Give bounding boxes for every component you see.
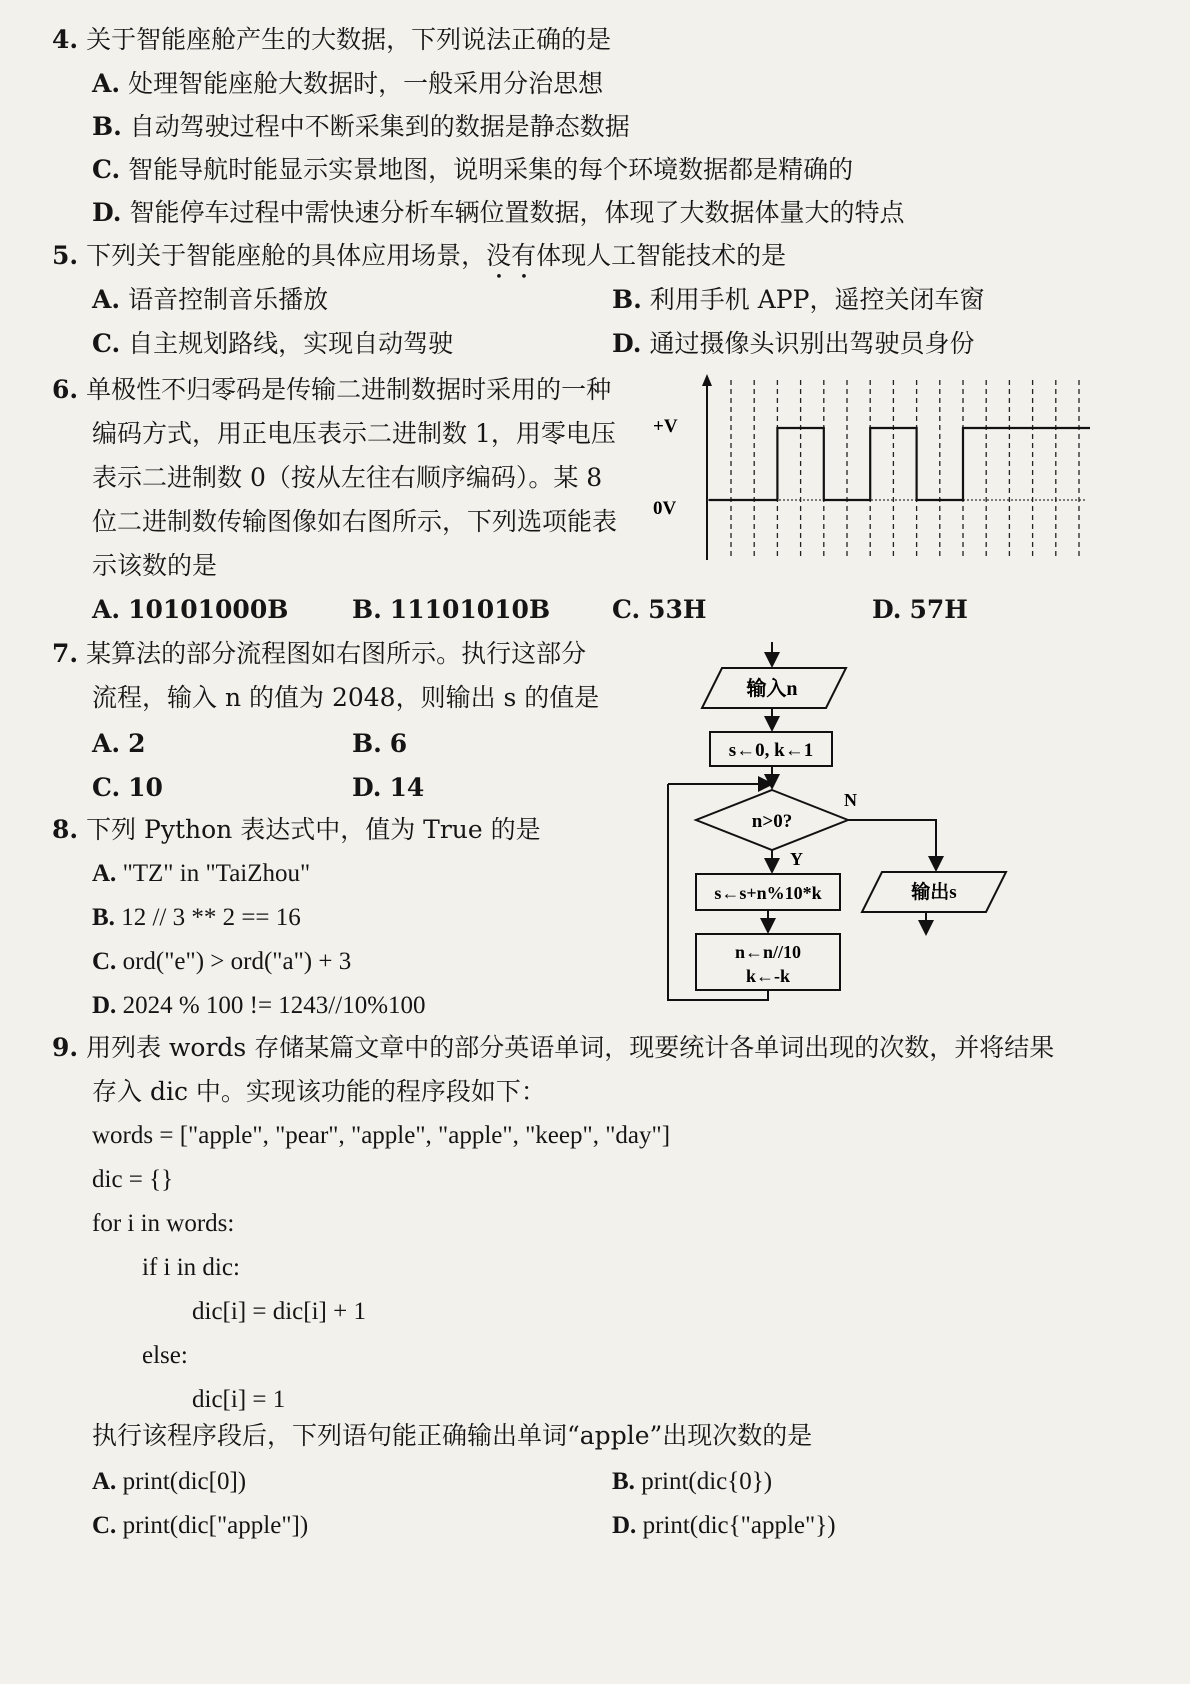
question-number: 5. — [52, 241, 79, 270]
zero-voltage-label: 0V — [653, 498, 677, 519]
q6-option-b — [352, 594, 550, 626]
q5-option-b — [612, 284, 984, 316]
option-label: B. — [352, 595, 382, 624]
option-label: B. — [92, 112, 122, 141]
update-label-1: n←n//10 — [734, 942, 802, 962]
q4-option-c — [92, 154, 853, 186]
option-label: C. — [92, 155, 121, 184]
option-label: B. — [92, 904, 115, 931]
question-text: 单极性不归零码是传输二进制数据时采用的一种 — [86, 375, 612, 404]
q4-option-a — [92, 68, 603, 100]
q8-option-b — [92, 902, 301, 934]
code-line: dic[i] = 1 — [192, 1386, 286, 1413]
question-9-line: 执行该程序段后，下列语句能正确输出单词“apple”出现次数的是 — [92, 1421, 813, 1450]
option-label: D. — [612, 1512, 637, 1539]
option-text: 2 — [128, 729, 146, 758]
question-6-line: 编码方式，用正电压表示二进制数 1，用零电压 — [92, 419, 616, 448]
nrz-waveform-figure — [645, 372, 1090, 564]
option-label: D. — [92, 198, 122, 227]
question-text: 用列表 words 存储某篇文章中的部分英语单词，现要统计各单词出现的次数，并将结果 — [86, 1033, 1055, 1062]
update-label-2: k←-k — [745, 966, 791, 986]
option-label: A. — [92, 860, 117, 887]
q5-option-d — [612, 328, 974, 360]
option-text: 10101000B — [128, 595, 289, 624]
question-number: 6. — [52, 375, 79, 404]
option-text: "TZ" in "TaiZhou" — [122, 860, 311, 887]
option-label: D. — [872, 595, 902, 624]
option-text: 智能停车过程中需快速分析车辆位置数据，体现了大数据体量大的特点 — [129, 198, 905, 227]
q4-option-d — [92, 197, 904, 229]
question-text: 某算法的部分流程图如右图所示。执行这部分 — [86, 639, 587, 668]
option-label: A. — [92, 69, 121, 98]
question-6-line: 位二进制数传输图像如右图所示，下列选项能表 — [92, 507, 618, 536]
option-label: D. — [612, 329, 642, 358]
y-axis-arrow — [702, 374, 712, 386]
q7-option-d — [352, 772, 424, 804]
option-label: D. — [352, 773, 382, 802]
emphasis-text: 没有 — [486, 241, 537, 270]
option-label: B. — [612, 1468, 635, 1495]
option-text: 利用手机 APP，遥控关闭车窗 — [649, 285, 985, 314]
q9-option-d — [612, 1510, 836, 1542]
option-label: C. — [92, 329, 121, 358]
code-line: for i in words: — [92, 1210, 235, 1237]
q6-option-d — [872, 594, 968, 626]
q9-option-a — [92, 1466, 246, 1498]
option-text: 57H — [909, 595, 968, 624]
question-6-line: 示该数的是 — [92, 551, 218, 580]
option-label: A. — [92, 1468, 117, 1495]
option-label: C. — [92, 1512, 117, 1539]
q6-option-c — [612, 594, 707, 626]
question-9-line: 存入 dic 中。实现该功能的程序段如下： — [92, 1077, 546, 1106]
q5-option-c — [92, 328, 453, 360]
question-text: 下列关于智能座舱的具体应用场景， — [86, 241, 487, 270]
question-9-stem — [52, 1032, 1054, 1064]
option-text: 14 — [389, 773, 425, 802]
q7-option-b — [352, 728, 407, 760]
option-text: ord("e") > ord("a") + 3 — [122, 948, 352, 975]
question-4-stem — [52, 24, 611, 56]
code-line: dic[i] = dic[i] + 1 — [192, 1298, 366, 1325]
code-line: dic = {} — [92, 1166, 174, 1193]
q6-option-a — [92, 594, 288, 626]
option-text: 自动驾驶过程中不断采集到的数据是静态数据 — [129, 112, 630, 141]
no-branch-arrow — [848, 820, 936, 870]
option-label: A. — [92, 285, 121, 314]
code-line: else: — [142, 1342, 188, 1369]
option-text: 53H — [648, 595, 707, 624]
option-label: C. — [92, 773, 121, 802]
pos-voltage-label: +V — [653, 416, 678, 437]
q9-option-b — [612, 1466, 772, 1498]
option-text: 11101010B — [389, 595, 551, 624]
option-text: 智能导航时能显示实景地图，说明采集的每个环境数据都是精确的 — [128, 155, 854, 184]
algorithm-flowchart — [660, 636, 1030, 1006]
accumulate-label: s←s+n%10*k — [714, 883, 822, 903]
option-text: print(dic{"apple"}) — [642, 1512, 836, 1539]
q8-option-d — [92, 990, 426, 1022]
question-text: 关于智能座舱产生的大数据，下列说法正确的是 — [86, 25, 612, 54]
option-text: 处理智能座舱大数据时，一般采用分治思想 — [128, 69, 604, 98]
q7-option-c — [92, 772, 163, 804]
input-label: 输入n — [746, 678, 798, 700]
code-line: words = ["apple", "pear", "apple", "apple", "keep", "day"] — [92, 1122, 671, 1149]
question-5-stem — [52, 240, 786, 285]
q8-option-a — [92, 858, 310, 890]
question-7-line: 流程，输入 n 的值为 2048，则输出 s 的值是 — [92, 683, 600, 712]
question-6-line: 表示二进制数 0（按从左往右顺序编码）。某 8 — [92, 463, 603, 492]
q9-option-c — [92, 1510, 308, 1542]
q7-option-a — [92, 728, 145, 760]
option-text: 12 // 3 ** 2 == 16 — [121, 904, 301, 931]
bit-gridlines — [731, 380, 1090, 560]
q5-option-a — [92, 284, 328, 316]
option-text: 通过摄像头识别出驾驶员身份 — [649, 329, 975, 358]
option-text: 语音控制音乐播放 — [128, 285, 329, 314]
option-label: A. — [92, 729, 121, 758]
yes-label: Y — [790, 849, 803, 869]
question-8-stem — [52, 814, 541, 846]
question-number: 9. — [52, 1033, 79, 1062]
code-line: if i in dic: — [142, 1254, 240, 1281]
option-label: C. — [92, 948, 117, 975]
condition-label: n>0? — [751, 811, 793, 832]
option-label: C. — [612, 595, 641, 624]
option-label: A. — [92, 595, 121, 624]
option-text: 2024 % 100 != 1243//10%100 — [122, 992, 426, 1019]
no-label: N — [844, 790, 857, 810]
option-text: print(dic{0}) — [641, 1468, 773, 1495]
question-number: 8. — [52, 815, 79, 844]
option-text: 10 — [128, 773, 163, 802]
option-label: D. — [92, 992, 117, 1019]
question-number: 4. — [52, 25, 79, 54]
option-label: B. — [352, 729, 382, 758]
option-text: print(dic["apple"]) — [122, 1512, 309, 1539]
question-text: 下列 Python 表达式中，值为 True 的是 — [86, 815, 541, 844]
option-text: 自主规划路线，实现自动驾驶 — [128, 329, 454, 358]
option-text: 6 — [389, 729, 408, 758]
option-text: print(dic[0]) — [122, 1468, 247, 1495]
q4-option-b — [92, 111, 630, 143]
init-label: s←0, k←1 — [728, 740, 814, 761]
question-text: 体现人工智能技术的是 — [536, 241, 787, 270]
question-6-stem — [52, 374, 611, 406]
output-label: 输出s — [911, 882, 957, 903]
q8-option-c — [92, 946, 351, 978]
question-number: 7. — [52, 639, 79, 668]
question-7-stem — [52, 638, 586, 670]
option-label: B. — [612, 285, 642, 314]
